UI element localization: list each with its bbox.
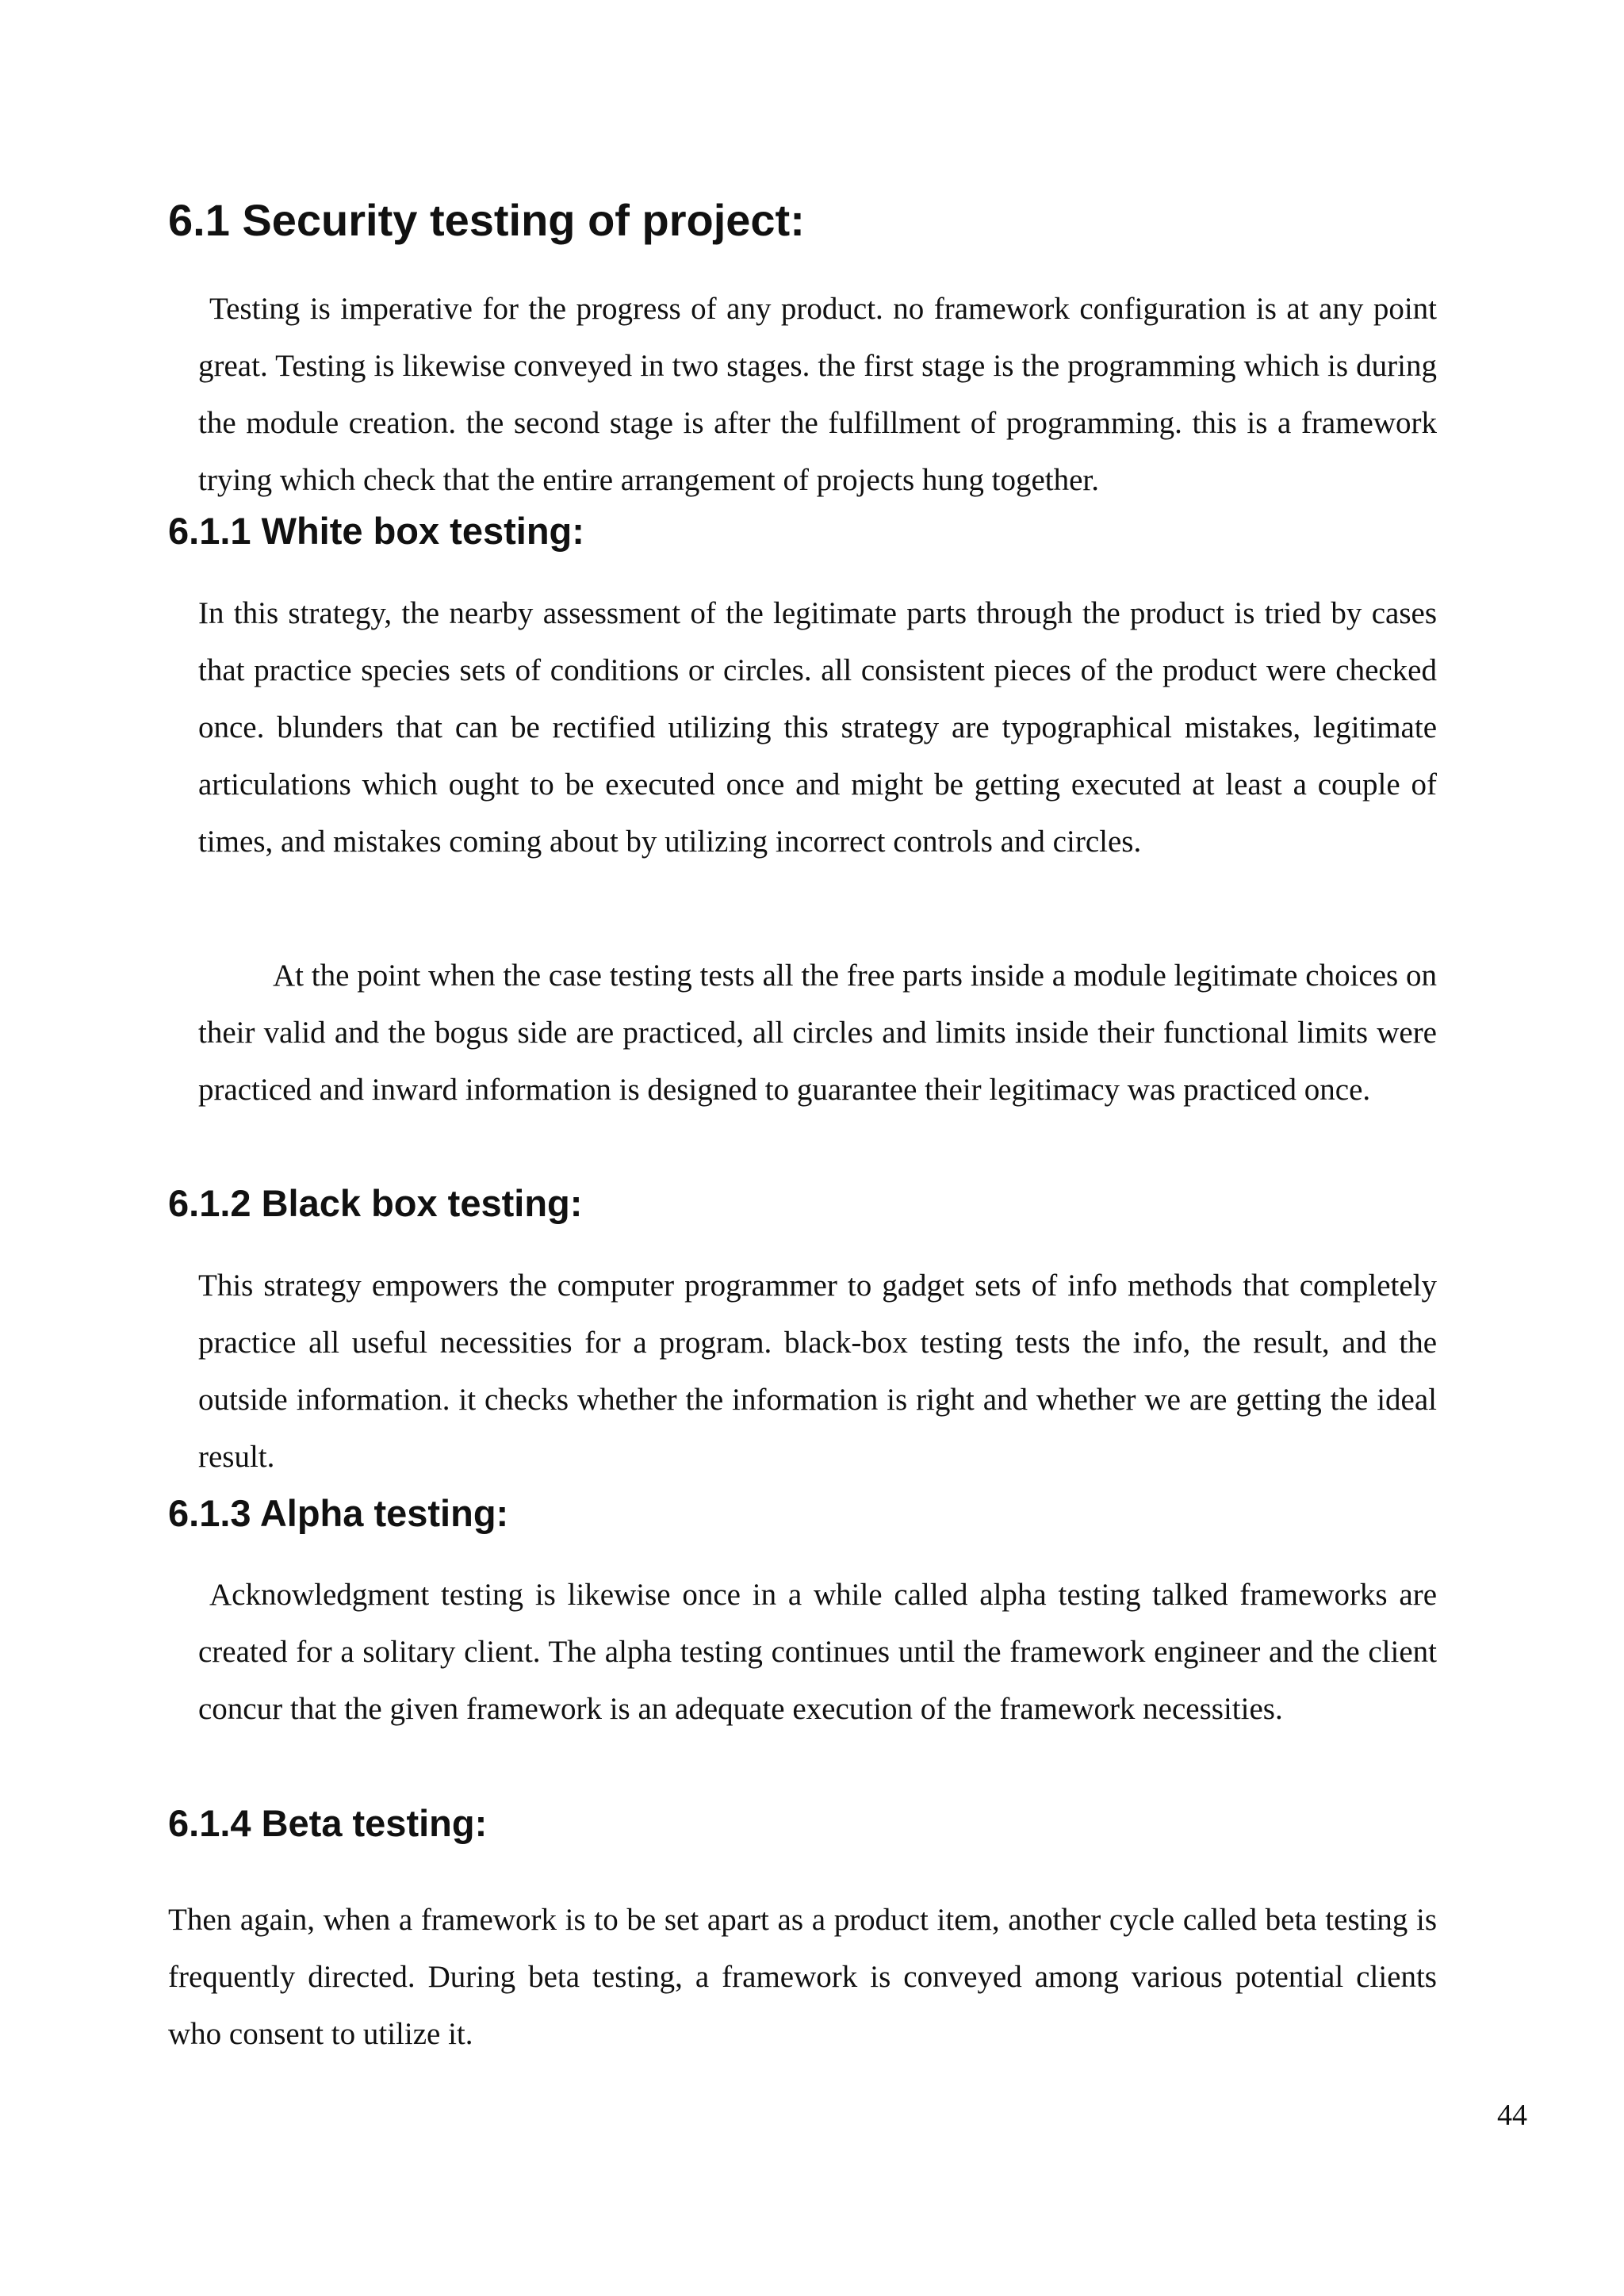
alpha-paragraph: Acknowledgment testing is likewise once in a while called alpha testing talked frameworks are created for a solitary client. The alpha testing continues until the framework engineer and the client concur that the given framework is an adequate execution of the framework necessities. (198, 1578, 1437, 1726)
page-number: 44 (1497, 2099, 1527, 2132)
main-heading: 6.1 Security testing of project: (168, 195, 805, 245)
white-box-paragraph-1: In this strategy, the nearby assessment of the legitimate parts through the product is tried by cases that practice species sets of conditions or circles. all consistent pieces of the product were checked once. blunders that can be rectified utilizing this strategy are typographical mistakes, legitimate articulations which ought to be executed once and might be getting executed at least a couple of times, and mistakes coming about by utilizing incorrect controls and circles. (198, 596, 1437, 859)
section-heading-black-box: 6.1.2 Black box testing: (168, 1182, 583, 1224)
black-box-paragraph: This strategy empowers the computer programmer to gadget sets of info methods that completely practice all useful necessities for a program. black-box testing tests the info, the result, and the outside information. it checks whether the information is right and whether we are getting the ideal result. (198, 1269, 1437, 1474)
beta-paragraph: Then again, when a framework is to be set apart as a product item, another cycle called beta testing is frequently directed. During beta testing, a framework is conveyed among various potential clients who consent to utilize it. (168, 1903, 1437, 2051)
intro-paragraph: Testing is imperative for the progress of any product. no framework configuration is at any point great. Testing is likewise conveyed in two stages. the first stage is the programming which is during the module creation. the second stage is after the fulfillment of programming. this is a framework trying which check that the entire arrangement of projects hung together. (198, 292, 1437, 497)
section-heading-alpha: 6.1.3 Alpha testing: (168, 1492, 509, 1534)
section-heading-beta: 6.1.4 Beta testing: (168, 1802, 488, 1844)
white-box-paragraph-2: At the point when the case testing tests all the free parts inside a module legitimate choices on their valid and the bogus side are practiced, all circles and limits inside their functional limits were practiced and inward information is designed to guarantee their legitimacy was practiced once. (198, 959, 1437, 1107)
section-heading-white-box: 6.1.1 White box testing: (168, 510, 584, 552)
